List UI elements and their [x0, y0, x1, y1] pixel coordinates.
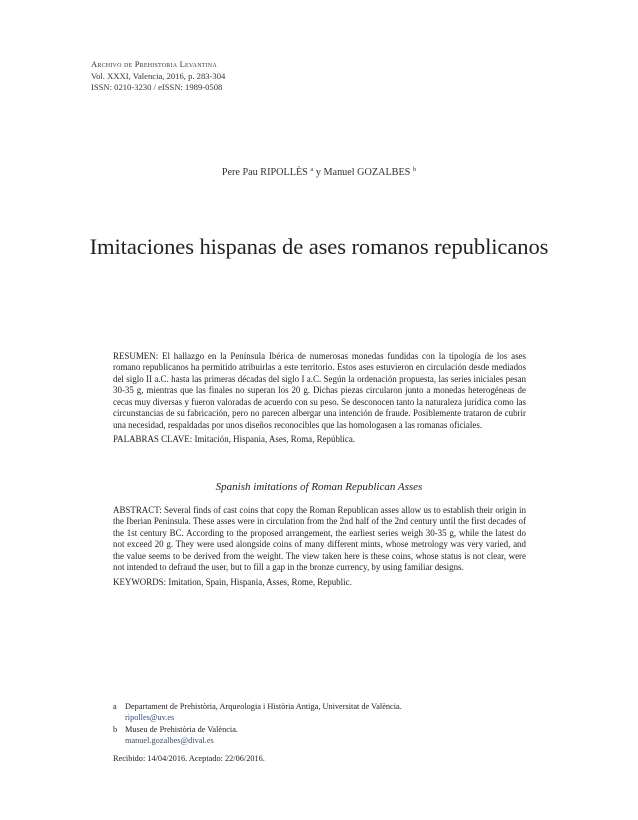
author-1-mark: a [310, 166, 314, 173]
footnote-a [113, 701, 402, 712]
resumen-section [113, 351, 526, 446]
journal-name: Archivo de Prehistoria Levantina [91, 59, 217, 69]
footnote-mark: a [113, 702, 117, 711]
keywords: KEYWORDS: Imitation, Spain, Hispania, Asses, Rome, Republic. [113, 576, 352, 587]
abstract-text: ABSTRACT: Several finds of cast coins that copy the Roman Republican asses allow us to establish their origin in the Iberian Peninsula. These asses were in circulation from the 2nd half of the 2nd century until the first decades of the 1st century BC. According to the proposed arrangement, the earliest series weigh 30-35 g, while the latest do not exceed 20 g. They were used alongside coins of many different mints, whose metrology was very varied, and the value seems to be derived from the weight. The view taken here is these coins, whose status is not clear, were not intended to defraud the user, but to fill a gap in the bronze currency, by using familiar designs. [113, 505, 526, 573]
email-link[interactable]: manuel.gozalbes@dival.es [125, 735, 214, 745]
author-connector: y [313, 167, 324, 178]
received-dates: Recibido: 14/04/2016. Aceptado: 22/06/2016. [113, 754, 265, 763]
author-line [0, 166, 638, 178]
author-1: Pere Pau RIPOLLÈS [221, 167, 308, 178]
paper-title: Imitaciones hispanas de ases romanos republicanos [89, 234, 549, 259]
footnote-affiliation: Departament de Prehistòria, Arqueologia i Història Antiga, Universitat de València. [125, 702, 402, 711]
journal-header [91, 59, 225, 94]
author-2-mark: b [412, 166, 417, 173]
footnote-b [113, 724, 402, 735]
abstract-section [113, 505, 526, 588]
palabras-clave: PALABRAS CLAVE: Imitación, Hispania, Ases, Roma, República. [113, 434, 356, 445]
affiliation-footnotes [113, 701, 402, 746]
english-title: Spanish imitations of Roman Republican Asses [215, 481, 423, 493]
author-2: Manuel GOZALBES [323, 167, 411, 178]
journal-volume: Vol. XXXI, Valencia, 2016, p. 283-304 [91, 70, 226, 81]
footnote-affiliation: Museu de Prehistòria de València. [125, 724, 238, 734]
footnote-mark: b [113, 724, 118, 734]
resumen-text: RESUMEN: El hallazgo en la Península Ibérica de numerosas monedas fundidas con la tipología de los ases romano republicanos ha permitido atribuirlas a este territorio. Estos ases estuvieron en circulación desde mediados del siglo II a.C. hasta las primeras décadas del siglo I a.C. Según la ordenación propuesta, las series iniciales pesan 30-35 g, mientras que las finales no superan los 20 g. Dichas piezas circularon junto a monedas heterogéneas de cecas muy diversas y fueron valoradas de acuerdo con su peso. Se desconocen tanto la naturaleza jurídica como las circunstancias de su fabricación, pero no parecen albergar una intención de fraude. Posiblemente trataron de cubrir una necesidad, respaldadas por unos diseños reconocibles que las homologasen a las romanas oficiales. [113, 351, 526, 430]
journal-issn: ISSN: 0210-3230 / eISSN: 1989-0508 [91, 82, 223, 93]
email-link[interactable]: ripolles@uv.es [125, 713, 175, 723]
